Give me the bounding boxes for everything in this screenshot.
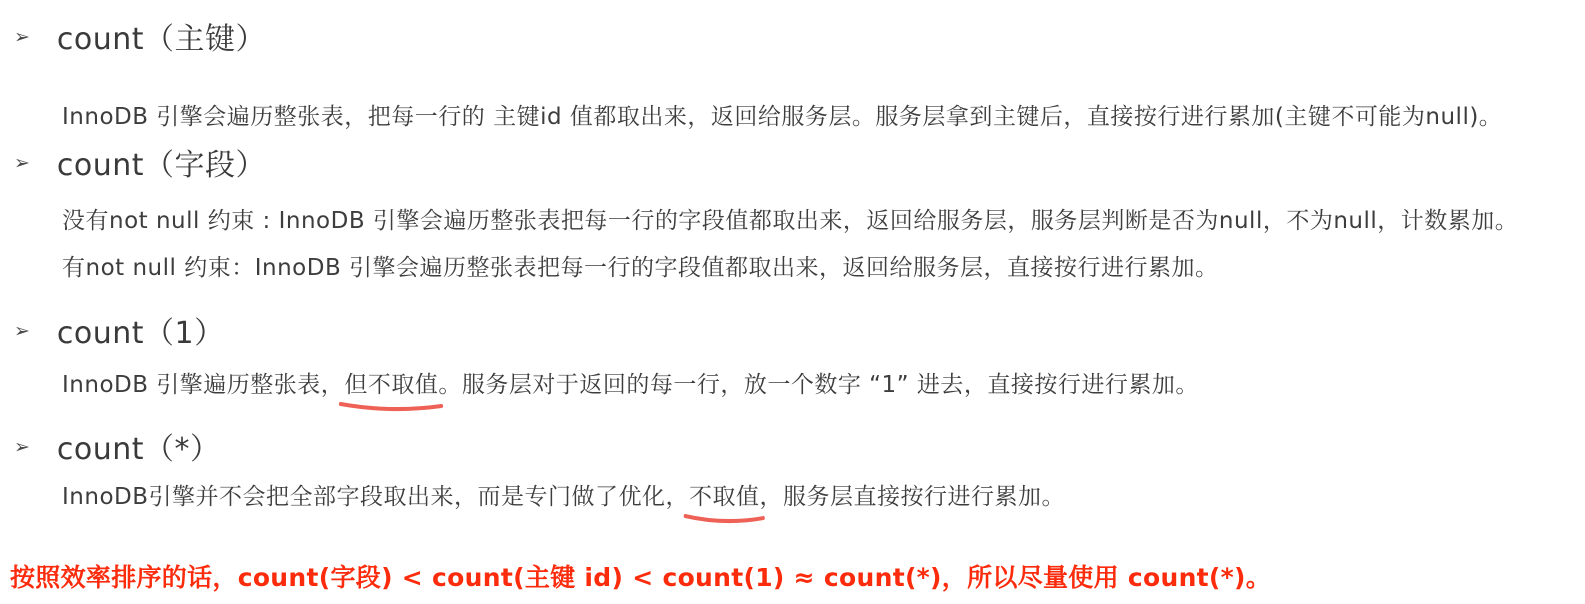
section-title: count（主键） — [56, 22, 267, 57]
section-title: count（1） — [56, 316, 225, 351]
section-body-count-one — [62, 366, 1199, 399]
section-body-count-field-line2: 有not null 约束：InnoDB 引擎会遍历整张表把每一行的字段值都取出来，返回给服务层，直接按行进行累加。 — [62, 255, 1219, 281]
underlined-phrase — [344, 366, 438, 399]
red-underline-stroke — [683, 512, 766, 526]
section-header-count-field — [14, 140, 266, 184]
section-title: count（字段） — [56, 148, 267, 183]
section-body-count-star — [62, 478, 1065, 511]
efficiency-summary-note: 按照效率排序的话，count(字段) < count(主键 id) < count(1) ≈ count(*)，所以尽量使用 count(*)。 — [10, 563, 1272, 592]
arrow-bullet-icon: ➢ — [14, 151, 30, 174]
section-header-count-one — [14, 308, 225, 352]
underlined-phrase — [689, 478, 760, 511]
red-underline-stroke — [338, 400, 444, 414]
body-text: 但不取值 — [344, 372, 439, 398]
section-header-count-primary-key — [14, 14, 266, 58]
section-body-count-field-line1: 没有not null 约束 : InnoDB 引擎会遍历整张表把每一行的字段值都取出来，返回给服务层，服务层判断是否为null，不为null，计数累加。 — [62, 208, 1519, 234]
arrow-bullet-icon: ➢ — [14, 319, 30, 342]
arrow-bullet-icon: ➢ — [14, 25, 30, 48]
body-text: 。服务层对于返回的每一行，放一个数字 “1” 进去，直接按行进行累加。 — [438, 372, 1199, 398]
body-text: 不取值 — [689, 484, 760, 510]
body-text: InnoDB引擎并不会把全部字段取出来，而是专门做了优化， — [62, 484, 689, 510]
section-title: count（*） — [56, 432, 221, 467]
arrow-bullet-icon: ➢ — [14, 435, 30, 458]
body-text: ，服务层直接按行进行累加。 — [759, 484, 1065, 510]
section-header-count-star — [14, 424, 221, 468]
body-text: InnoDB 引擎遍历整张表， — [62, 372, 345, 398]
section-body-count-primary-key: InnoDB 引擎会遍历整张表，把每一行的 主键id 值都取出来，返回给服务层。服务层拿到主键后，直接按行进行累加(主键不可能为null)。 — [62, 104, 1503, 130]
